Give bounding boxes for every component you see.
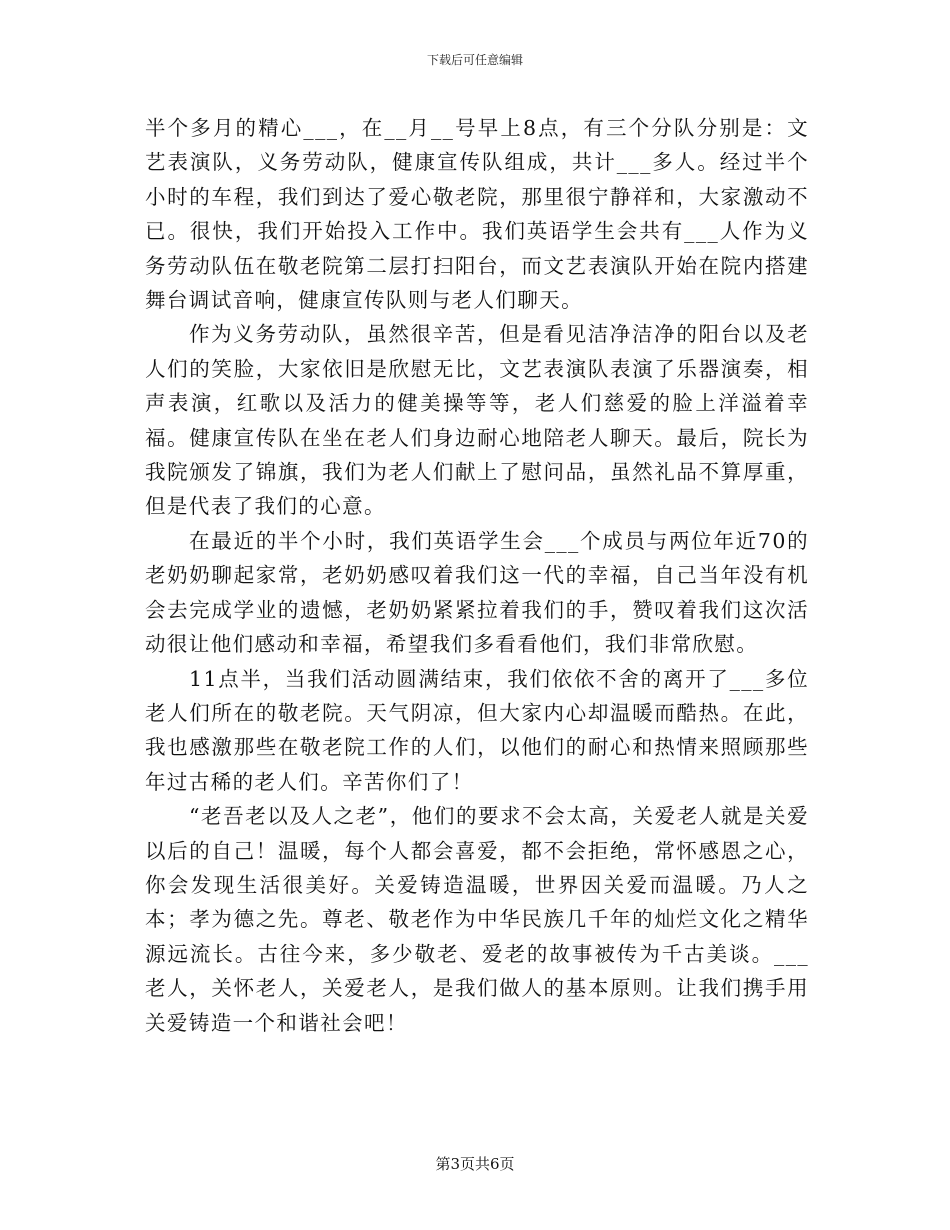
paragraph: “老吾老以及人之老”，他们的要求不会太高，关爱老人就是关爱以后的自己！温暖，每个人都会喜爱，都不会拒绝，常怀感恩之心，你会发现生活很美好。关爱铸造温暖，世界因关爱而温暖。乃人之本；孝为德之先。尊老、敬老作为中华民族几千年的灿烂文化之精华源远流长。古往今来，多少敬老、爱老的故事被传为千古美谈。___老人，关怀老人，关爱老人，是我们做人的基本原则。让我们携手用关爱铸造一个和谐社会吧！ bbox=[145, 804, 809, 1035]
page-header: 下载后可任意编辑 bbox=[426, 53, 523, 67]
document-body bbox=[145, 111, 809, 1040]
paragraph: 半个多月的精心___，在__月__号早上8点，有三个分队分别是：文艺表演队，义务劳动队，健康宣传队组成，共计___多人。经过半个小时的车程，我们到达了爱心敬老院，那里很宁静祥和，大家激动不已。很快，我们开始投入工作中。我们英语学生会共有___人作为义务劳动队伍在敬老院第二层打扫阳台，而文艺表演队开始在院内搭建舞台调试音响，健康宣传队则与老人们聊天。 bbox=[145, 116, 809, 313]
page-footer: 第3页共6页 bbox=[435, 1155, 515, 1173]
paragraph: 11点半，当我们活动圆满结束，我们依依不舍的离开了___多位老人们所在的敬老院。天气阴凉，但大家内心却温暖而酷热。在此，我也感激那些在敬老院工作的人们，以他们的耐心和热情来照顾那些年过古稀的老人们。辛苦你们了！ bbox=[145, 666, 809, 794]
paragraph: 在最近的半个小时，我们英语学生会___个成员与两位年近70的老奶奶聊起家常，老奶奶感叹着我们这一代的幸福，自己当年没有机会去完成学业的遗憾，老奶奶紧紧拉着我们的手，赞叹着我们这次活动很让他们感动和幸福，希望我们多看看他们，我们非常欣慰。 bbox=[145, 528, 809, 657]
paragraph: 作为义务劳动队，虽然很辛苦，但是看见洁净洁净的阳台以及老人们的笑脸，大家依旧是欣慰无比，文艺表演队表演了乐器演奏，相声表演，红歌以及活力的健美操等等，老人们慈爱的脸上洋溢着幸福。健康宣传队在坐在老人们身边耐心地陪老人聊天。最后，院长为我院颁发了锦旗，我们为老人们献上了慰问品，虽然礼品不算厚重，但是代表了我们的心意。 bbox=[145, 322, 809, 519]
